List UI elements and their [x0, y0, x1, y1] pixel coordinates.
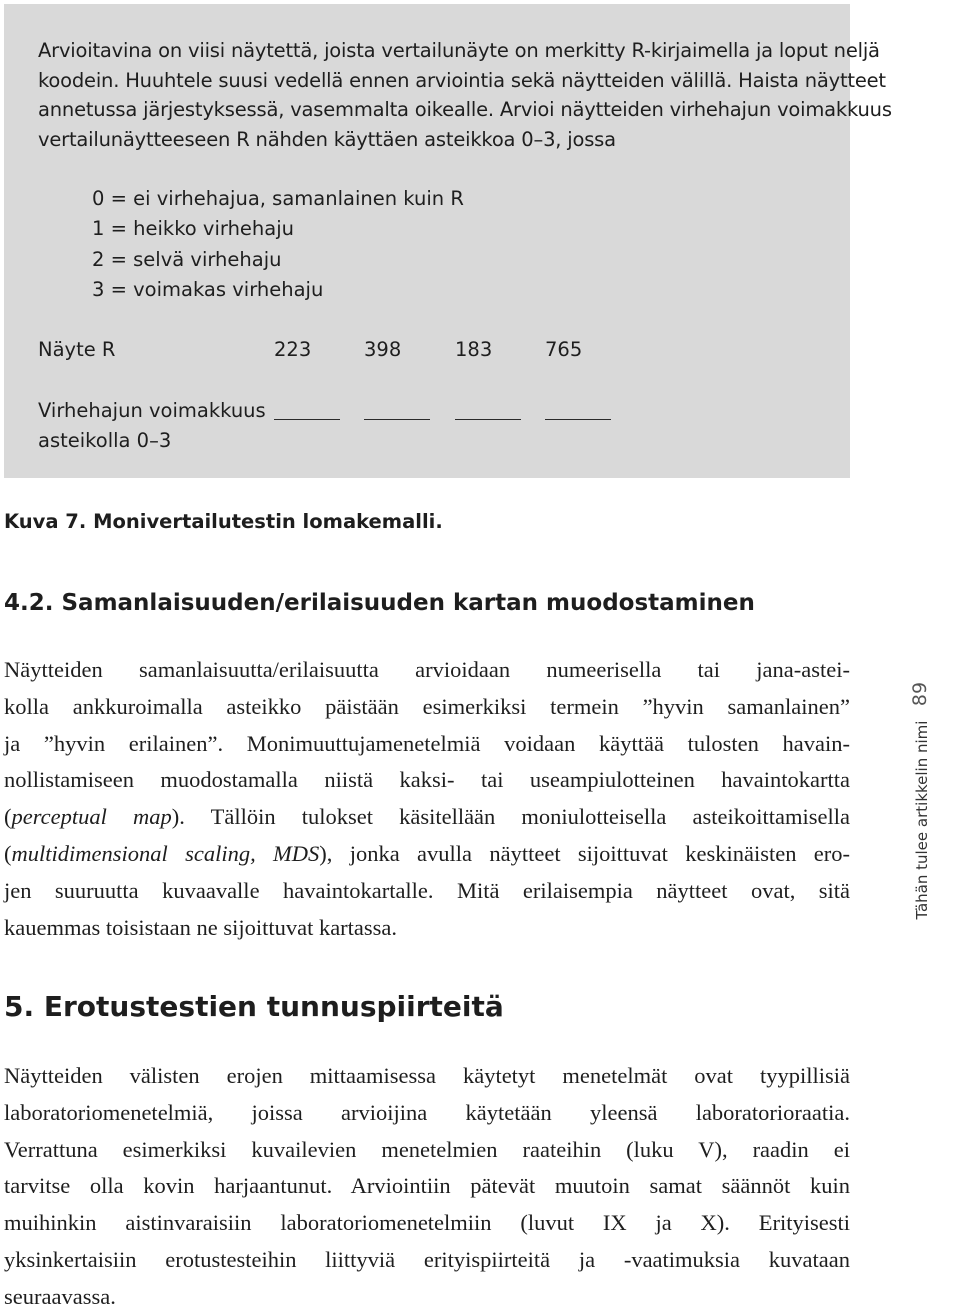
body-line: kauemmas toisistaan ne sijoittuvat kartassa.: [4, 914, 398, 940]
body-line: [4, 836, 850, 873]
body-line: seuraavassa.: [4, 1283, 116, 1309]
rating-blank-line: [274, 419, 340, 420]
section-body: [4, 652, 850, 946]
form-instruction-line: annetussa järjestyksessä, vasemmalta oikealle. Arvioi näytteiden virhehajun voimakkuus: [38, 98, 892, 121]
sample-code: 765: [545, 338, 583, 361]
section-heading: 4.2. Samanlaisuuden/erilaisuuden kartan muodostaminen: [4, 590, 755, 616]
text-run: (: [4, 804, 12, 830]
scale-item: 0 = ei virhehajua, samanlainen kuin R: [92, 187, 464, 210]
figure-caption: Kuva 7. Monivertailutestin lomakemalli.: [4, 510, 443, 533]
text-run: ), jonka avulla näytteet sijoittuvat keskinäisten ero-: [319, 840, 851, 866]
rating-label-line: Virhehajun voimakkuus: [38, 399, 266, 422]
body-line: nollistamiseen muodostamalla niistä kaksi- tai useampiulotteinen havaintokartta: [4, 767, 850, 793]
chapter-body: [4, 1058, 850, 1316]
body-line: Näytteiden välisten erojen mittaamisessa käytetyt menetelmät ovat tyypillisiä: [4, 1063, 850, 1088]
sample-code: 398: [364, 338, 402, 361]
body-line: Verrattuna esimerkiksi kuvailevien menetelmien raateihin (luku V), raadin ei: [4, 1136, 850, 1162]
form-instruction-line: koodein. Huuhtele suusi vedellä ennen arviointia sekä näytteiden välillä. Haista näytteet: [38, 68, 886, 92]
text-run-italic: perceptual map: [11, 804, 172, 830]
sample-label: Näyte R: [38, 338, 116, 361]
body-line: jen suuruutta kuvaavalle havaintokartalle. Mitä erilaisempia näytteet ovat, sitä: [4, 877, 850, 903]
body-line: kolla ankkuroimalla asteikko päistään esimerkiksi termein ”hyvin samanlainen”: [4, 693, 850, 719]
sample-code: 183: [455, 338, 493, 361]
form-instructions: [38, 36, 892, 154]
sample-code: 223: [274, 338, 312, 361]
body-line: muihinkin aistinvaraisiin laboratoriomenetelmiin (luvut IX ja X). Erityisesti: [4, 1210, 850, 1236]
text-run: (: [4, 840, 12, 866]
rating-label: [38, 396, 266, 456]
rating-blank-line: [545, 419, 611, 420]
scale-item: 2 = selvä virhehaju: [92, 247, 282, 271]
body-line: Näytteiden samanlaisuutta/erilaisuutta arvioidaan numeerisella tai jana-astei-: [4, 657, 850, 682]
body-line: yksinkertaisiin erotustesteihin liittyviä erityispiirteitä ja -vaatimuksia kuvataan: [4, 1246, 850, 1272]
rating-blank-line: [455, 419, 521, 420]
rating-scale-list: [92, 184, 464, 305]
body-line: tarvitse olla kovin harjaantunut. Arviointiin pätevät muutoin samat säännöt kuin: [4, 1173, 850, 1199]
text-run: ). Tällöin tulokset käsitellään moniulotteisella asteikoittamisella: [171, 804, 850, 830]
page-number: 89: [909, 681, 931, 707]
body-line: [4, 799, 850, 836]
form-instruction-line: vertailunäytteeseen R nähden käyttäen asteikkoa 0–3, jossa: [38, 127, 616, 151]
body-line: ja ”hyvin erilainen”. Monimuuttujamenetelmiä voidaan käyttää tulosten havain-: [4, 730, 850, 756]
rating-blank-line: [364, 419, 430, 420]
text-run-italic: multidimensional scaling, MDS: [11, 840, 320, 866]
rating-label-line: asteikolla 0–3: [38, 429, 172, 452]
form-example-box: [4, 4, 892, 478]
body-line: laboratoriomenetelmiä, joissa arvioijina käytetään yleensä laboratorioraatia.: [4, 1099, 850, 1125]
form-instruction-line: Arvioitavina on viisi näytettä, joista vertailunäyte on merkitty R-kirjaimella ja loput neljä: [38, 39, 880, 62]
scale-item: 1 = heikko virhehaju: [92, 217, 295, 241]
scale-item: 3 = voimakas virhehaju: [92, 277, 324, 301]
chapter-heading: 5. Erotustestien tunnuspiirteitä: [4, 990, 504, 1023]
running-title: Tähän tulee artikkelin nimi: [913, 720, 931, 920]
